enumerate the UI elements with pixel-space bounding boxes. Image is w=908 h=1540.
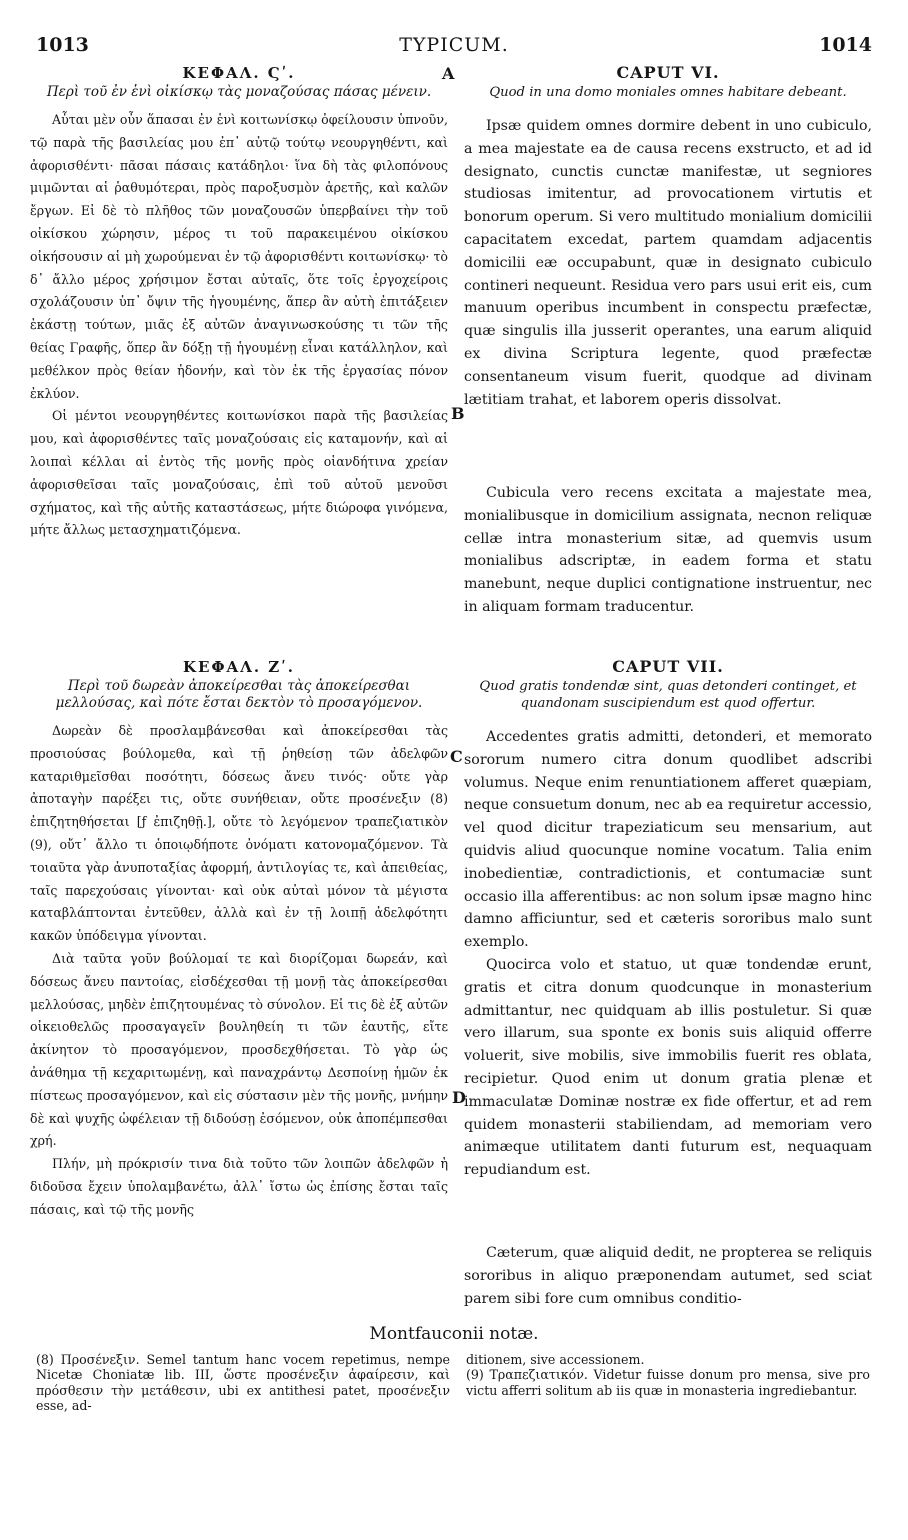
latin-chapter-7 [464,656,872,1182]
footnote-9: (9) Τραπεζιατικόν. Videtur fuisse donum pro mensa, sive pro victu afferri solitum ab iis quæ in monasteria ingrediebantur. [466,1367,870,1398]
greek-chapter-6-subtitle: Περὶ τοῦ ἐν ἑνὶ οἰκίσκῳ τὰς μοναζούσας πάσας μένειν. [46,84,432,100]
greek-chapter-7-subtitle: Περὶ τοῦ δωρεὰν ἀποκείρεσθαι τὰς ἀποκείρεσθαι μελλούσας, καὶ πότε ἔσται δεκτὸν τὸ προσαγόμενον. [55,678,423,711]
running-header [36,34,872,58]
greek-chapter-6-paragraph: Οἱ μέντοι νεουργηθέντες κοιτωνίσκοι παρὰ τῆς βασιλείας μου, καὶ ἀφορισθέντες ταῖς μοναζούσαις εἰς καταμονήν, καὶ αἱ λοιπαὶ κέλλαι αἱ ἐντὸς τῆς μονῆς πρὸς οἱανδήτινα χρείαν ἀφορισθεῖσαι ταῖς μοναζούσαις, ἐπὶ τοῦ αὐτοῦ μενοῦσι σχήματος, καὶ τῆς αὐτῆς καταστάσεως, μήτε διώροφα γινόμενα, μήτε ἄλλως μετασχηματιζόμενα. [30,408,448,538]
margin-marker-a: A [442,64,455,83]
latin-chapter-7-paragraph: Accedentes gratis admitti, detonderi, et memorato sororum numero citra donum quodlibet adscribi volumus. Neque enim renuntiationem afferet quæpiam, neque consuetum donum, nec ab ea requiretur accessio, vel quod dicitur trapeziaticum seu mensarium, aut quidvis aliud quocunque nomine vocatum. Talia enim inobedientiæ, contradictionis, et contumaciæ sunt occasio illa afferentibus: ac non solum ipsæ magno hinc damno afficiuntur, sed et cæteris sororibus malo sunt exemplo. [464,729,872,951]
greek-column [30,62,448,1217]
running-title: TYPICUM. [399,34,509,56]
margin-marker-c: C [450,747,463,766]
latin-chapter-7-paragraph: Cæterum, quæ aliquid dedit, ne propterea se reliquis sororibus in aliquo præponendam autumet, sed sciat parem sibi fore cum omnibus conditio- [464,1245,872,1307]
latin-chapter-6-subtitle: Quod in una domo moniales omnes habitare debeant. [489,85,847,100]
footnote-9-block [466,1352,870,1398]
latin-chapter-7-paragraph: Quocirca volo et statuo, ut quæ tondendæ erunt, gratis et citra donum quodcunque in monasterium admittantur, nec quidquam ab illis postuletur. Si quæ vero illarum, sua sponte ex bonis suis aliquid offerre voluerit, sive mobilis, sive immobilis fuerit res oblata, recipietur. Quod enim ut donum gratia plenæ et immaculatæ Dominæ nostræ ex fide offertur, et ad rem quidem monasterii stabiliendam, ad memoriam vero animæque utilitatem danti futurum est, nequaquam repudiandum est. [464,956,872,1179]
footnote-8-continuation: ditionem, sive accessionem. [466,1352,645,1367]
latin-chapter-6-paragraph: Ipsæ quidem omnes dormire debent in uno cubiculo, a mea majestate ea de causa recens exstructo, et ad id designato, cunctis cunctæ manifestæ, ut segniores studiosas imitentur, ad provocationem virtutis et bonorum operum. Si vero multitudo monialium domicilii capacitatem excedat, partem quamdam adjacentis domicilii eæ occupabunt, quæ in designato cubiculo contineri nequeunt. Residua vero pars usui erit eis, cum manuum operibus incumbent in conspectu præfectæ, quæ singulis illa jusserit operantes, una earum aliquid ex divina Scriptura legente, quod præfectæ consentaneum visum fuerit, quodque ad divinam lætitiam trahat, et laborem operis dissolvat. [464,118,872,408]
latin-chapter-7-subtitle: Quod gratis tondendæ sint, quas detonderi continget, et quandonam suscipiendum est quod offertur. [479,679,857,711]
latin-chapter-7-title: CAPUT VII. [612,657,724,676]
greek-chapter-7-paragraph: Πλήν, μὴ πρόκρισίν τινα διὰ τοῦτο τῶν λοιπῶν ἀδελφῶν ἡ διδοῦσα ἔχειν ὑπολαμβανέτω, ἀλλ᾽ ἴστω ὡς ἐπίσης ἔσται ταῖς πάσαις, καὶ τῷ τῆς μονῆς [30,1156,448,1217]
notes-heading: Montfauconii notæ. [369,1324,539,1344]
left-page-number: 1013 [36,34,89,56]
right-page-number: 1014 [819,34,872,56]
latin-column [464,62,872,1307]
greek-chapter-6-paragraph: Αὗται μὲν οὖν ἅπασαι ἐν ἑνὶ κοιτωνίσκῳ ὀφείλουσιν ὑπνοῦν, τῷ παρὰ τῆς βασιλείας μου ἐπ᾽ αὐτῷ τούτῳ νεουργηθέντι, καὶ ἀφορισθέντι· πᾶσαι πάσαις κατάδηλοι· ἵνα δὴ τὰς φιλοπόνους μιμῶνται αἱ ῥαθυμότεραι, πρὸς παροξυσμὸν ἀρετῆς, καὶ καλῶν ἔργων. Εἰ δὲ τὸ πλῆθος τῶν μοναζουσῶν ὑπερβαίνει τὴν τοῦ οἰκίσκου χώρησιν, μέρος τι τοῦ παρακειμένου οἰκίσκου οἰκήσουσιν αἱ μὴ χωρούμεναι ἐν τῷ ἀφορισθέντι κοιτωνίσκῳ· τὸ δ᾽ ἄλλο μέρος χρήσιμον ἔσται αὐταῖς, ὅτε τοῖς ἐργοχείροις σχολάζουσιν ὑπ᾽ ὄψιν τῆς ἡγουμένης, ἅπερ ἂν αὐτὴ ἐπιτάξειεν ἑκάστῃ τούτων, μιᾶς ἐξ αὐτῶν ἀναγινωσκούσης τι τῶν τῆς θείας Γραφῆς, ὅπερ ἂν δόξῃ τῇ ἡγουμένῃ εἶναι κατάλληλον, καὶ μεθέλκον πρὸς θείαν ἡδονήν, καὶ τὸν ἐκ τῆς ἐργασίας πόνον ἐκλύον. [30,112,448,401]
greek-chapter-6-title: ΚΕΦΑΛ. Ϛʹ. [182,64,296,82]
margin-marker-b: B [451,404,465,423]
latin-chapter-6-paragraph: Cubicula vero recens excitata a majestate mea, monialibusque in domicilium assignata, necnon reliquæ cellæ intra monasterium sitæ, ad quemvis usum monialibus adscriptæ, in eadem forma et statu manebunt, neque duplici contignatione instruentur, nec in aliquam formam traducentur. [464,485,872,615]
latin-chapter-6-title: CAPUT VI. [616,63,720,82]
greek-chapter-7 [30,656,448,1222]
greek-chapter-7-paragraph: Δωρεὰν δὲ προσλαμβάνεσθαι καὶ ἀποκείρεσθαι τὰς προσιούσας βούλομεθα, καὶ τῇ ῥηθείσῃ τῶν ἀδελφῶν καταριθμεῖσθαι ποσότητι, δόσεως ἄνευ τινός· οὔτε γὰρ ἀποταγὴν παρέξει τις, οὔτε συνήθειαν, οὔτε προσένεξιν (8) ἐπιζητηθήσεται [ƒ ἐπιζηθῇ.], οὔτε τὸ λεγόμενον τραπεζιατικὸν (9), οὔτ᾽ ἄλλο τι ὁποιῳδήποτε ὀνόματι κατονομαζόμενον. Τὰ τοιαῦτα γὰρ ἀνυποταξίας ἀφορμή, ἀντιλογίας τε, καὶ ἀπειθείας, ταῖς παρεχούσαις γίνονται· καὶ οὐκ αὐταὶ μόνον τὰ μέγιστα καταβλάπτονται ἐντεῦθεν, ἀλλὰ καὶ ἐν τῇ λοιπῇ ἀδελφότητι κακῶν ὑπόδειγμα γίνονται. [30,723,448,944]
greek-chapter-7-title: ΚΕΦΑΛ. Ζʹ. [183,658,295,676]
greek-chapter-7-paragraph: Διὰ ταῦτα γοῦν βούλομαί τε καὶ διορίζομαι δωρεάν, καὶ δόσεως ἄνευ παντοίας, εἰσδέχεσθαι τῇ μονῇ τὰς ἀποκείρεσθαι μελλούσας, μηδὲν ἐπιζητουμένας τὸ σύνολον. Εἰ τις δὲ ἐξ αὐτῶν οἰκειοθελῶς προσαγαγεῖν βουληθείη τι τῶν ἑαυτῆς, εἴτε ἀκίνητον τὸ προσαγόμενον, προσδεχθήσεται. Τὸ γὰρ ὡς ἀνάθημα τῇ κεχαριτωμένῃ, καὶ παναχράντῳ Δεσποίνῃ ἡμῶν ἐκ πίστεως προσαγόμενον, καὶ εἰς σύστασιν μὲν τῆς μονῆς, μνήμην δὲ καὶ ψυχῆς ὠφέλειαν τῇ διδούσῃ ἐσόμενον, οὐκ ἀποπέμπεσθαι χρή. [30,950,448,1149]
footnote-8: (8) Προσένεξιν. Semel tantum hanc vocem repetimus, nempe Nicetæ Choniatæ lib. III, ὥστε προσένεξιν ἀφαίρεσιν, καὶ πρόσθεσιν τὴν μετάθεσιν, ubi ex antithesi patet, προσένεξιν esse, ad- [36,1352,450,1414]
margin-marker-d: D [452,1088,466,1107]
